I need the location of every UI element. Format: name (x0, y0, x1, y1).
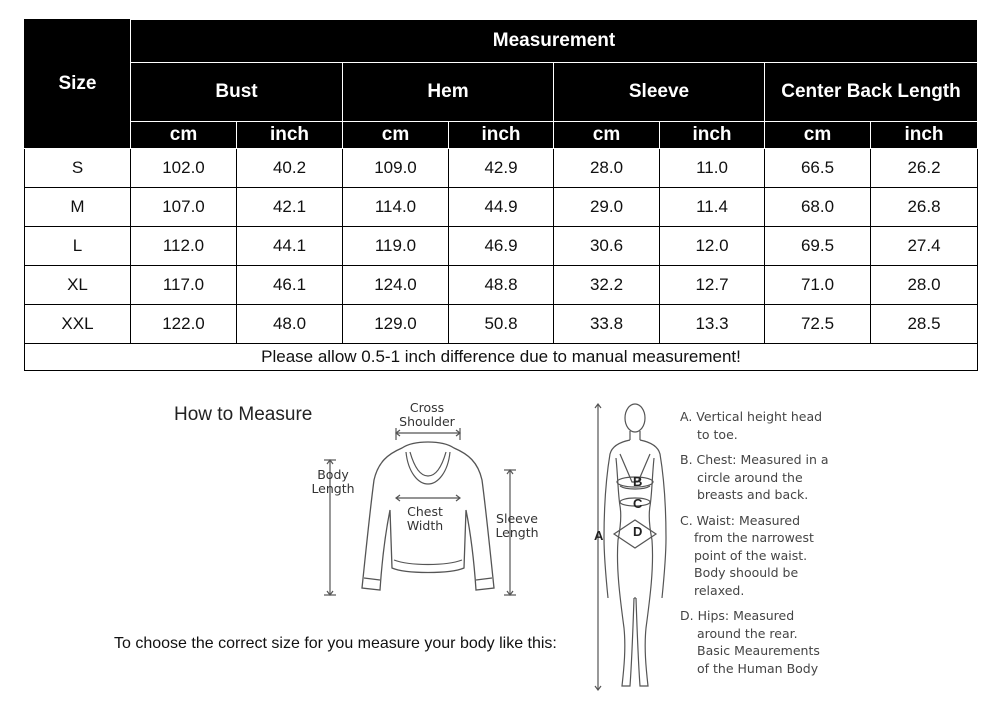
table-row (25, 266, 978, 305)
note-line: Body shoould be (694, 565, 799, 580)
note-line: circle around the (697, 469, 803, 485)
measurement-notes (680, 408, 840, 685)
bust-header: Bust (131, 63, 343, 122)
measurement-note-item (680, 408, 840, 443)
measurement-cell: 44.9 (449, 188, 554, 227)
body-letter-a: A (594, 528, 604, 543)
measurement-cell: 107.0 (131, 188, 237, 227)
table-row (25, 227, 978, 266)
measurement-note: Please allow 0.5-1 inch difference due to manual measurement! (25, 344, 978, 371)
measurement-cell: 28.0 (871, 266, 978, 305)
unit-header-cm: cm (554, 122, 660, 149)
measurement-header: Measurement (131, 20, 978, 63)
measurement-cell: 13.3 (660, 305, 765, 344)
note-line: of the Human Body (697, 660, 819, 676)
note-line: A. Vertical height head (680, 409, 823, 424)
measurement-cell: 66.5 (765, 149, 871, 188)
measurement-cell: 26.8 (871, 188, 978, 227)
measurement-cell: 109.0 (343, 149, 449, 188)
chest-width-line: Chest (407, 504, 443, 519)
size-table-body (25, 149, 978, 371)
measurement-cell: 11.4 (660, 188, 765, 227)
measurement-cell: 102.0 (131, 149, 237, 188)
measurement-cell: 33.8 (554, 305, 660, 344)
body-letter-c: C (633, 496, 643, 511)
measurement-cell: 46.9 (449, 227, 554, 266)
hem-header: Hem (343, 63, 554, 122)
choose-size-instruction: To choose the correct size for you measure your body like this: (114, 635, 557, 652)
size-cell: XL (25, 266, 131, 305)
sleeve-header: Sleeve (554, 63, 765, 122)
body-length-label (310, 468, 356, 496)
note-line: from the narrowest (694, 530, 814, 545)
sleeve-length-line: Sleeve (496, 511, 538, 526)
unit-header-inch: inch (237, 122, 343, 149)
measurement-cell: 32.2 (554, 266, 660, 305)
note-line: to toe. (697, 426, 738, 442)
measurement-cell: 12.0 (660, 227, 765, 266)
body-letter-b: B (633, 474, 643, 489)
measurement-cell: 119.0 (343, 227, 449, 266)
measurement-cell: 68.0 (765, 188, 871, 227)
measurement-cell: 11.0 (660, 149, 765, 188)
note-line: relaxed. (694, 582, 745, 598)
unit-header-inch: inch (871, 122, 978, 149)
measurement-cell: 44.1 (237, 227, 343, 266)
measurement-cell: 122.0 (131, 305, 237, 344)
cross-shoulder-label (392, 401, 462, 429)
measurement-cell: 27.4 (871, 227, 978, 266)
cross-shoulder-line: Shoulder (399, 414, 455, 429)
measurement-cell: 48.8 (449, 266, 554, 305)
measurement-cell: 12.7 (660, 266, 765, 305)
measurement-note-item (680, 451, 840, 504)
note-line: around the rear. (697, 625, 798, 641)
size-cell: M (25, 188, 131, 227)
unit-header-cm: cm (131, 122, 237, 149)
measurement-cell: 117.0 (131, 266, 237, 305)
center-back-length-header: Center Back Length (765, 63, 978, 122)
note-line: D. Hips: Measured (680, 608, 795, 623)
measurement-cell: 50.8 (449, 305, 554, 344)
measurement-cell: 28.0 (554, 149, 660, 188)
body-length-line: Length (311, 481, 355, 496)
table-row (25, 305, 978, 344)
cross-shoulder-line: Cross (409, 400, 445, 415)
measurement-note-item (680, 512, 840, 600)
sleeve-length-line: Length (495, 525, 539, 540)
chest-width-line: Width (406, 518, 444, 533)
note-line: B. Chest: Measured in a (680, 452, 829, 467)
note-line: point of the waist. (694, 547, 808, 563)
table-row (25, 188, 978, 227)
body-letter-d: D (633, 524, 643, 539)
measurement-cell: 29.0 (554, 188, 660, 227)
measurement-cell: 46.1 (237, 266, 343, 305)
chest-width-label (400, 505, 450, 533)
measurement-cell: 124.0 (343, 266, 449, 305)
body-length-line: Body (317, 467, 349, 482)
size-cell: XXL (25, 305, 131, 344)
size-chart-table (24, 19, 978, 371)
measurement-cell: 129.0 (343, 305, 449, 344)
body-measure-illustration (590, 398, 680, 698)
note-line: breasts and back. (697, 487, 809, 502)
note-line: Basic Meaurements (697, 643, 820, 658)
measurement-cell: 40.2 (237, 149, 343, 188)
how-to-measure-title: How to Measure (174, 404, 313, 425)
measurement-cell: 69.5 (765, 227, 871, 266)
unit-header-cm: cm (343, 122, 449, 149)
size-cell: S (25, 149, 131, 188)
measurement-cell: 42.1 (237, 188, 343, 227)
measurement-cell: 112.0 (131, 227, 237, 266)
unit-header-inch: inch (660, 122, 765, 149)
unit-header-cm: cm (765, 122, 871, 149)
measurement-cell: 30.6 (554, 227, 660, 266)
unit-header-inch: inch (449, 122, 554, 149)
size-cell: L (25, 227, 131, 266)
measurement-cell: 71.0 (765, 266, 871, 305)
sleeve-length-label (490, 512, 544, 540)
measurement-cell: 28.5 (871, 305, 978, 344)
size-header: Size (25, 20, 131, 149)
measurement-cell: 42.9 (449, 149, 554, 188)
measurement-cell: 26.2 (871, 149, 978, 188)
table-row (25, 149, 978, 188)
measurement-cell: 48.0 (237, 305, 343, 344)
measurement-note-item (680, 607, 840, 677)
measurement-cell: 114.0 (343, 188, 449, 227)
note-line: C. Waist: Measured (680, 512, 801, 528)
measurement-cell: 72.5 (765, 305, 871, 344)
